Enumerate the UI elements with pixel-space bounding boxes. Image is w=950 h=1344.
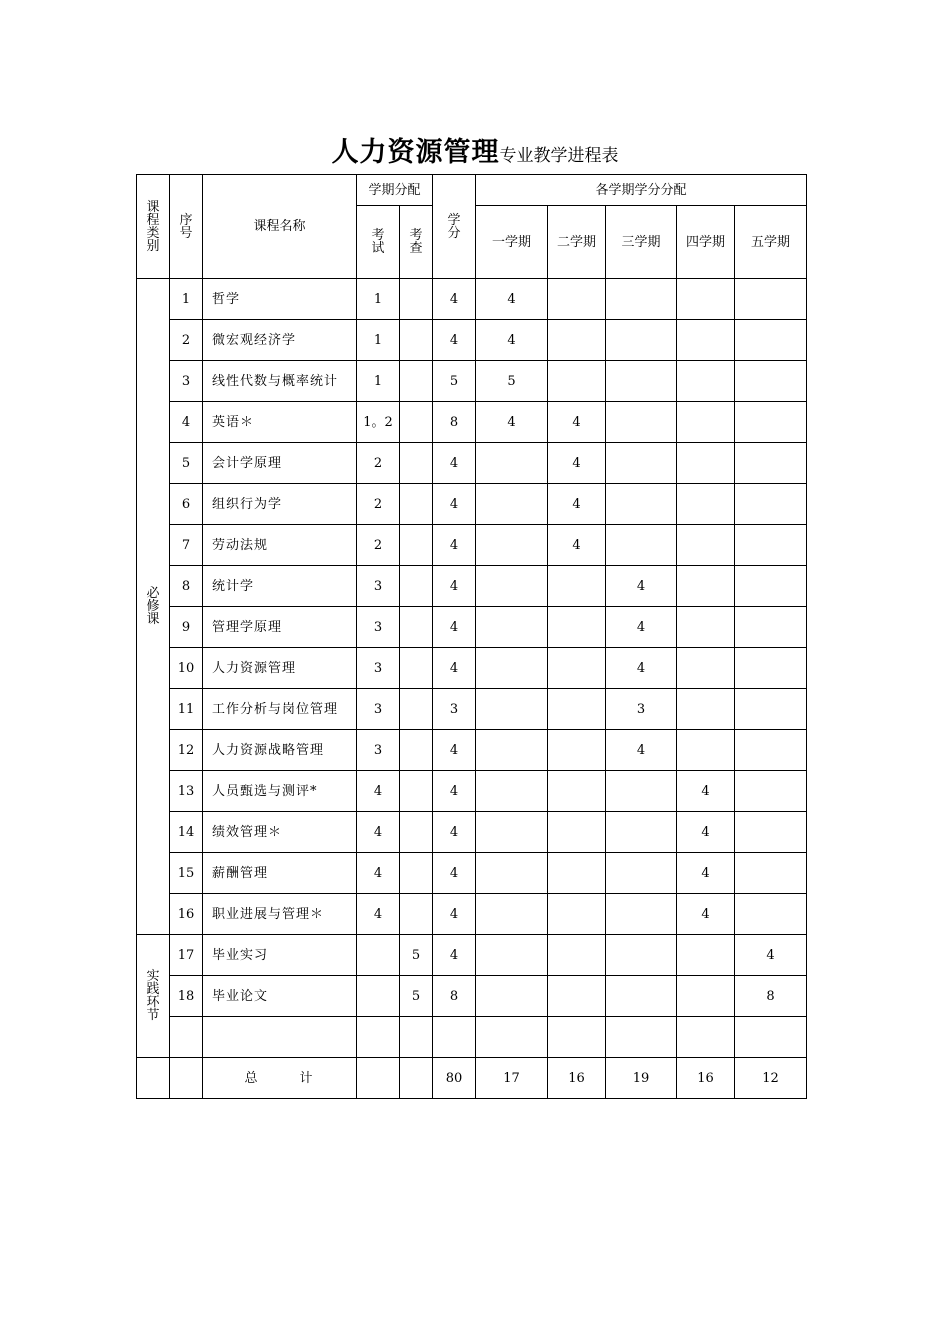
- check-cell: [400, 607, 433, 648]
- course-name-cell: 线性代数与概率统计: [203, 361, 357, 402]
- check-cell: [400, 853, 433, 894]
- semester-4-credit-cell: [677, 443, 735, 484]
- course-name-cell: 职业进展与管理＊: [203, 894, 357, 935]
- semester-5-credit-cell: [735, 279, 807, 320]
- seq-cell: 17: [170, 935, 203, 976]
- semester-4-credit-cell: [677, 361, 735, 402]
- semester-2-credit-cell: [548, 279, 606, 320]
- seq-cell: 16: [170, 894, 203, 935]
- semester-3-credit-cell: [606, 771, 677, 812]
- semester-3-credit-cell: [606, 402, 677, 443]
- exam-cell: [357, 935, 400, 976]
- check-cell: [400, 648, 433, 689]
- total-semester-5-cell: 12: [735, 1058, 807, 1099]
- semester-1-credit-cell: [476, 1017, 548, 1058]
- table-row: [137, 812, 807, 853]
- credit-cell: 4: [433, 894, 476, 935]
- credit-cell: 8: [433, 402, 476, 443]
- semester-2-credit-cell: [548, 1017, 606, 1058]
- seq-cell: 7: [170, 525, 203, 566]
- header-exam: 考 试: [357, 206, 400, 279]
- semester-3-credit-cell: [606, 935, 677, 976]
- semester-3-credit-cell: [606, 1017, 677, 1058]
- semester-5-credit-cell: [735, 320, 807, 361]
- semester-5-credit-cell: [735, 648, 807, 689]
- semester-1-credit-cell: [476, 443, 548, 484]
- check-cell: [400, 812, 433, 853]
- exam-cell: 1。2: [357, 402, 400, 443]
- semester-3-credit-cell: 4: [606, 648, 677, 689]
- seq-cell: 14: [170, 812, 203, 853]
- credit-cell: 4: [433, 607, 476, 648]
- semester-1-credit-cell: 4: [476, 279, 548, 320]
- table-row: [137, 689, 807, 730]
- course-name-cell: 工作分析与岗位管理: [203, 689, 357, 730]
- seq-cell: 5: [170, 443, 203, 484]
- check-cell: [400, 689, 433, 730]
- seq-cell: 2: [170, 320, 203, 361]
- course-name-cell: 英语＊: [203, 402, 357, 443]
- table-row: [137, 320, 807, 361]
- semester-1-credit-cell: [476, 730, 548, 771]
- seq-cell: [170, 1017, 203, 1058]
- course-name-cell: 绩效管理＊: [203, 812, 357, 853]
- semester-4-credit-cell: [677, 730, 735, 771]
- total-label-b: 计: [299, 1070, 315, 1086]
- semester-3-credit-cell: [606, 443, 677, 484]
- course-name-cell: 人力资源管理: [203, 648, 357, 689]
- semester-2-credit-cell: [548, 607, 606, 648]
- title-main: 人力资源管理: [331, 137, 500, 168]
- header-check: 考 查: [400, 206, 433, 279]
- course-name-cell: 哲学: [203, 279, 357, 320]
- semester-1-credit-cell: [476, 689, 548, 730]
- credit-cell: [433, 1017, 476, 1058]
- exam-cell: 1: [357, 320, 400, 361]
- check-cell: [400, 771, 433, 812]
- header-category: 课 程 类 别: [137, 175, 170, 279]
- semester-4-credit-cell: [677, 976, 735, 1017]
- semester-4-credit-cell: [677, 935, 735, 976]
- header-credit-alloc: 各学期学分分配: [476, 175, 807, 206]
- semester-5-credit-cell: [735, 607, 807, 648]
- semester-2-credit-cell: [548, 935, 606, 976]
- credit-cell: 4: [433, 853, 476, 894]
- seq-cell: 1: [170, 279, 203, 320]
- semester-1-credit-cell: 4: [476, 320, 548, 361]
- exam-cell: 3: [357, 730, 400, 771]
- seq-cell: 4: [170, 402, 203, 443]
- semester-5-credit-cell: [735, 361, 807, 402]
- total-semester-4-cell: 16: [677, 1058, 735, 1099]
- exam-cell: 3: [357, 607, 400, 648]
- check-cell: 5: [400, 935, 433, 976]
- table-row: [137, 853, 807, 894]
- semester-3-credit-cell: [606, 361, 677, 402]
- semester-4-credit-cell: [677, 566, 735, 607]
- semester-2-credit-cell: [548, 320, 606, 361]
- title-sub: 专业教学进程表: [499, 146, 619, 166]
- table-row: [137, 361, 807, 402]
- semester-2-credit-cell: 4: [548, 443, 606, 484]
- semester-3-credit-cell: [606, 894, 677, 935]
- semester-3-credit-cell: [606, 279, 677, 320]
- credit-cell: 4: [433, 279, 476, 320]
- table-row: [137, 976, 807, 1017]
- exam-cell: [357, 1017, 400, 1058]
- total-exam-cell: [357, 1058, 400, 1099]
- semester-1-credit-cell: [476, 607, 548, 648]
- table-row: [137, 443, 807, 484]
- exam-cell: 2: [357, 443, 400, 484]
- credit-cell: 4: [433, 648, 476, 689]
- semester-4-credit-cell: [677, 607, 735, 648]
- semester-2-credit-cell: [548, 853, 606, 894]
- exam-cell: 1: [357, 279, 400, 320]
- table-row: [137, 402, 807, 443]
- seq-cell: 6: [170, 484, 203, 525]
- semester-1-credit-cell: [476, 566, 548, 607]
- semester-2-credit-cell: [548, 689, 606, 730]
- header-semester-4: 四学期: [677, 206, 735, 279]
- check-cell: [400, 566, 433, 607]
- semester-4-credit-cell: [677, 689, 735, 730]
- exam-cell: 4: [357, 894, 400, 935]
- page-title: [0, 130, 950, 169]
- seq-cell: 3: [170, 361, 203, 402]
- seq-cell: 15: [170, 853, 203, 894]
- table-row: [137, 525, 807, 566]
- semester-1-credit-cell: 4: [476, 402, 548, 443]
- exam-cell: 2: [357, 484, 400, 525]
- seq-cell: 18: [170, 976, 203, 1017]
- course-name-cell: 管理学原理: [203, 607, 357, 648]
- seq-cell: 9: [170, 607, 203, 648]
- total-semester-2-cell: 16: [548, 1058, 606, 1099]
- credit-cell: 4: [433, 730, 476, 771]
- check-cell: [400, 279, 433, 320]
- semester-3-credit-cell: [606, 484, 677, 525]
- semester-2-credit-cell: [548, 361, 606, 402]
- exam-cell: 2: [357, 525, 400, 566]
- header-seq: 序 号: [170, 175, 203, 279]
- semester-5-credit-cell: [735, 853, 807, 894]
- semester-4-credit-cell: 4: [677, 894, 735, 935]
- check-cell: [400, 730, 433, 771]
- semester-4-credit-cell: [677, 320, 735, 361]
- semester-3-credit-cell: 4: [606, 566, 677, 607]
- semester-2-credit-cell: [548, 894, 606, 935]
- course-name-cell: 薪酬管理: [203, 853, 357, 894]
- category-label: 实 践 环 节: [146, 969, 160, 1023]
- header-semester-1: 一学期: [476, 206, 548, 279]
- course-name-cell: 会计学原理: [203, 443, 357, 484]
- credit-cell: 4: [433, 320, 476, 361]
- header-semester-alloc: 学期分配: [357, 175, 433, 206]
- semester-4-credit-cell: [677, 525, 735, 566]
- table-row: [137, 484, 807, 525]
- credit-cell: 3: [433, 689, 476, 730]
- table-row: [137, 935, 807, 976]
- semester-1-credit-cell: 5: [476, 361, 548, 402]
- exam-cell: 4: [357, 771, 400, 812]
- semester-5-credit-cell: [735, 443, 807, 484]
- credit-cell: 4: [433, 935, 476, 976]
- exam-cell: 3: [357, 648, 400, 689]
- exam-cell: 3: [357, 566, 400, 607]
- header-semester-5: 五学期: [735, 206, 807, 279]
- category-label: 必 修 课: [146, 586, 160, 627]
- table-row: [137, 607, 807, 648]
- semester-2-credit-cell: [548, 566, 606, 607]
- total-check-cell: [400, 1058, 433, 1099]
- semester-4-credit-cell: [677, 279, 735, 320]
- header-row-top: [137, 175, 807, 206]
- table-row: [137, 771, 807, 812]
- check-cell: [400, 320, 433, 361]
- total-credit-cell: 80: [433, 1058, 476, 1099]
- exam-cell: 4: [357, 853, 400, 894]
- semester-2-credit-cell: 4: [548, 402, 606, 443]
- course-name-cell: 人员甄选与测评*: [203, 771, 357, 812]
- course-name-cell: 毕业实习: [203, 935, 357, 976]
- semester-5-credit-cell: [735, 894, 807, 935]
- category-cell: [137, 935, 170, 1058]
- seq-cell: 10: [170, 648, 203, 689]
- semester-3-credit-cell: [606, 525, 677, 566]
- check-cell: 5: [400, 976, 433, 1017]
- semester-1-credit-cell: [476, 812, 548, 853]
- semester-4-credit-cell: [677, 1017, 735, 1058]
- semester-3-credit-cell: [606, 853, 677, 894]
- semester-5-credit-cell: [735, 402, 807, 443]
- semester-1-credit-cell: [476, 935, 548, 976]
- course-name-cell: 劳动法规: [203, 525, 357, 566]
- semester-1-credit-cell: [476, 976, 548, 1017]
- check-cell: [400, 443, 433, 484]
- table-row: [137, 566, 807, 607]
- semester-3-credit-cell: 4: [606, 607, 677, 648]
- semester-1-credit-cell: [476, 853, 548, 894]
- total-category-cell: [137, 1058, 170, 1099]
- semester-2-credit-cell: [548, 976, 606, 1017]
- semester-5-credit-cell: [735, 689, 807, 730]
- credit-cell: 4: [433, 812, 476, 853]
- credit-cell: 4: [433, 484, 476, 525]
- table-row: [137, 730, 807, 771]
- check-cell: [400, 402, 433, 443]
- exam-cell: 3: [357, 689, 400, 730]
- check-cell: [400, 525, 433, 566]
- semester-4-credit-cell: [677, 648, 735, 689]
- course-name-cell: 毕业论文: [203, 976, 357, 1017]
- semester-5-credit-cell: [735, 525, 807, 566]
- header-semester-3: 三学期: [606, 206, 677, 279]
- credit-cell: 5: [433, 361, 476, 402]
- credit-cell: 4: [433, 525, 476, 566]
- credit-cell: 4: [433, 771, 476, 812]
- exam-cell: [357, 976, 400, 1017]
- semester-1-credit-cell: [476, 771, 548, 812]
- teaching-schedule-table: [136, 174, 807, 1099]
- seq-cell: 13: [170, 771, 203, 812]
- total-semester-3-cell: 19: [606, 1058, 677, 1099]
- header-semester-2: 二学期: [548, 206, 606, 279]
- semester-5-credit-cell: [735, 484, 807, 525]
- course-name-cell: [203, 1017, 357, 1058]
- total-seq-cell: [170, 1058, 203, 1099]
- semester-3-credit-cell: 4: [606, 730, 677, 771]
- semester-3-credit-cell: 3: [606, 689, 677, 730]
- credit-cell: 8: [433, 976, 476, 1017]
- semester-4-credit-cell: [677, 402, 735, 443]
- check-cell: [400, 1017, 433, 1058]
- table-row: [137, 1017, 807, 1058]
- semester-1-credit-cell: [476, 484, 548, 525]
- semester-3-credit-cell: [606, 320, 677, 361]
- total-label-a: 总: [244, 1070, 260, 1086]
- semester-5-credit-cell: 4: [735, 935, 807, 976]
- category-cell: [137, 279, 170, 935]
- semester-1-credit-cell: [476, 648, 548, 689]
- header-credit: 学 分: [433, 175, 476, 279]
- semester-5-credit-cell: [735, 1017, 807, 1058]
- semester-4-credit-cell: [677, 484, 735, 525]
- semester-1-credit-cell: [476, 525, 548, 566]
- check-cell: [400, 484, 433, 525]
- course-name-cell: 组织行为学: [203, 484, 357, 525]
- course-name-cell: 人力资源战略管理: [203, 730, 357, 771]
- total-row: [137, 1058, 807, 1099]
- semester-3-credit-cell: [606, 812, 677, 853]
- semester-5-credit-cell: [735, 566, 807, 607]
- semester-2-credit-cell: 4: [548, 525, 606, 566]
- exam-cell: 1: [357, 361, 400, 402]
- header-course-name: 课程名称: [203, 175, 357, 279]
- semester-2-credit-cell: [548, 771, 606, 812]
- semester-2-credit-cell: 4: [548, 484, 606, 525]
- check-cell: [400, 361, 433, 402]
- credit-cell: 4: [433, 443, 476, 484]
- semester-4-credit-cell: 4: [677, 771, 735, 812]
- semester-4-credit-cell: 4: [677, 812, 735, 853]
- seq-cell: 12: [170, 730, 203, 771]
- course-name-cell: 微宏观经济学: [203, 320, 357, 361]
- table-row: [137, 894, 807, 935]
- seq-cell: 11: [170, 689, 203, 730]
- seq-cell: 8: [170, 566, 203, 607]
- semester-5-credit-cell: [735, 771, 807, 812]
- exam-cell: 4: [357, 812, 400, 853]
- semester-2-credit-cell: [548, 648, 606, 689]
- semester-5-credit-cell: [735, 812, 807, 853]
- table-row: [137, 648, 807, 689]
- total-semester-1-cell: 17: [476, 1058, 548, 1099]
- semester-5-credit-cell: 8: [735, 976, 807, 1017]
- semester-2-credit-cell: [548, 730, 606, 771]
- table-row: [137, 279, 807, 320]
- total-label-cell: [203, 1058, 357, 1099]
- semester-2-credit-cell: [548, 812, 606, 853]
- semester-3-credit-cell: [606, 976, 677, 1017]
- credit-cell: 4: [433, 566, 476, 607]
- semester-5-credit-cell: [735, 730, 807, 771]
- check-cell: [400, 894, 433, 935]
- semester-1-credit-cell: [476, 894, 548, 935]
- semester-4-credit-cell: 4: [677, 853, 735, 894]
- course-name-cell: 统计学: [203, 566, 357, 607]
